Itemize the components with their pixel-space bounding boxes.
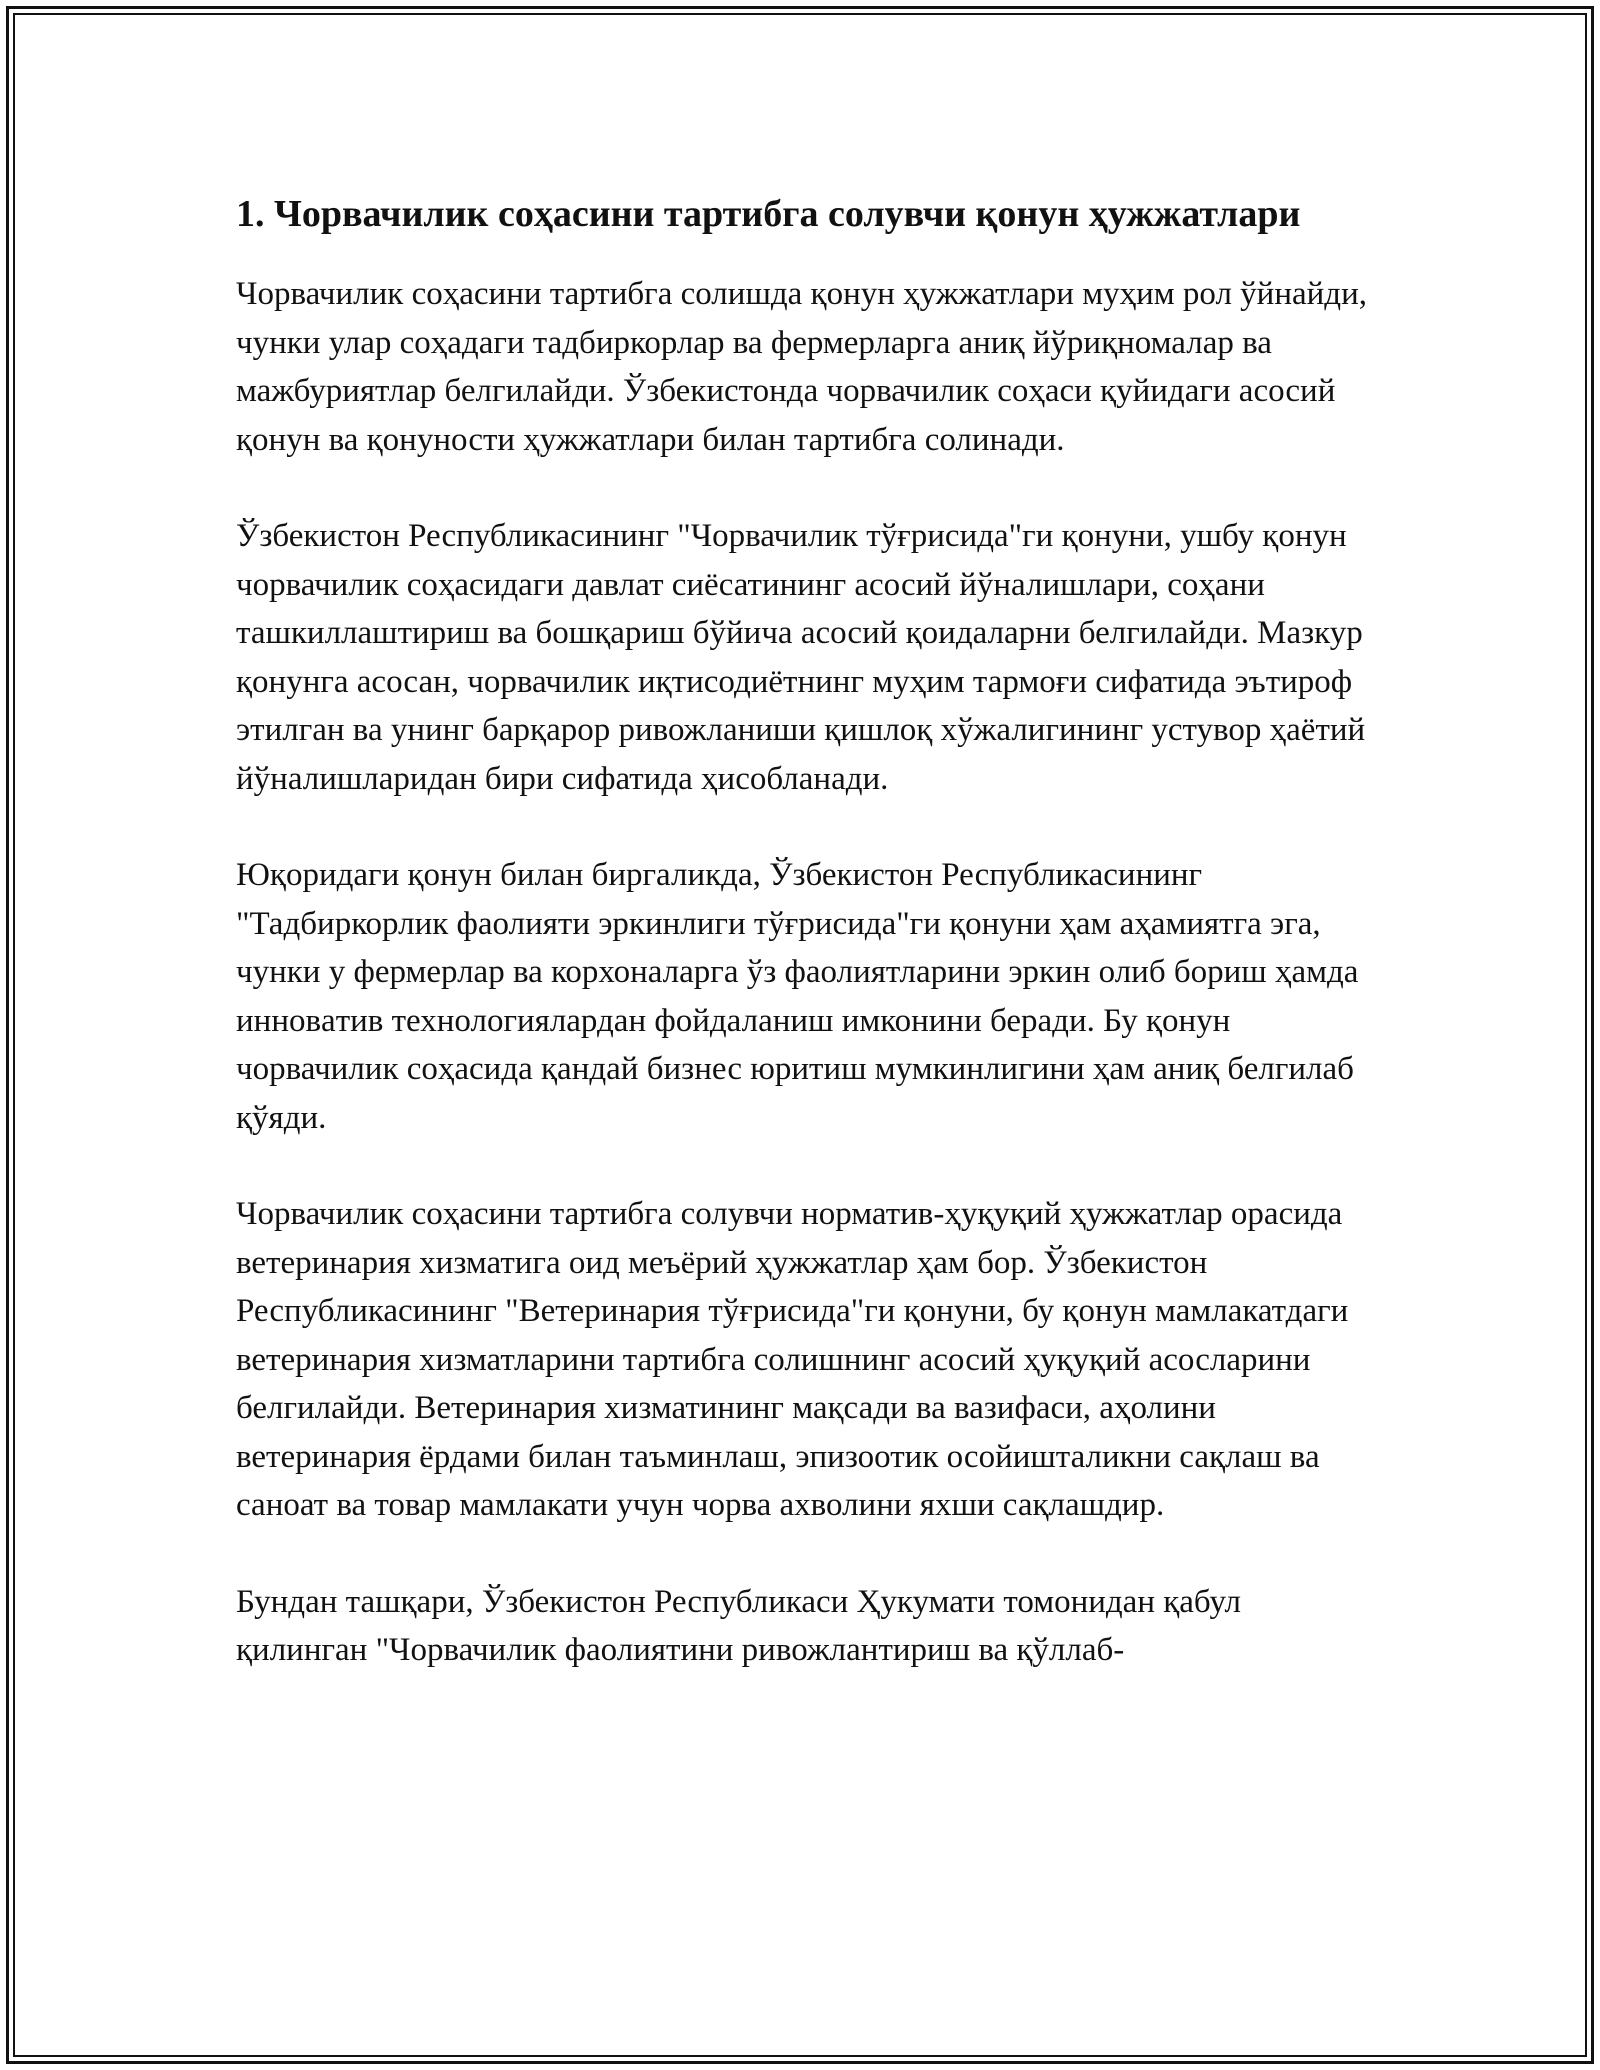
section-heading: 1. Чорвачилик соҳасини тартибга солувчи қонун ҳужжатлари: [236, 193, 1301, 235]
paragraph-5: Бундан ташқари, Ўзбекистон Республикаси Ҳукумати томонидан қабул қилинган "Чорвачилик фаолиятини ривожлантириш ва қўллаб-: [236, 1583, 1241, 1668]
document-body: [236, 186, 1376, 1723]
paragraph-4: Чорвачилик соҳасини тартибга солувчи норматив-ҳуқуқий ҳужжатлар орасида ветеринария хизматига оид меъёрий ҳужжатлар ҳам бор. Ўзбекистон Республикасининг "Ветеринария тўғрисида"ги қонуни, бу қонун мамлакатдаги ветеринария хизматларини тартибга солишнинг асосий ҳуқуқий асосларини белгилайди. Ветеринария хизматининг мақсади ва вазифаси, аҳолини ветеринария ёрдами билан таъминлаш, эпизоотик осойишталикни сақлаш ва саноат ва товар мамлакати учун чорва ахволини яхши сақлашдир.: [236, 1196, 1349, 1523]
paragraph-2: Ўзбекистон Республикасининг "Чорвачилик тўғрисида"ги қонуни, ушбу қонун чорвачилик соҳасидаги давлат сиёсатининг асосий йўналишлари, соҳани ташкиллаштириш ва бошқариш бўйича асосий қоидаларни белгилайди. Мазкур қонунга асосан, чорвачилик иқтисодиётнинг муҳим тармоғи сифатида эътироф этилган ва унинг барқарор ривожланиши қишлоқ хўжалигининг устувор ҳаётий йўналишларидан бири сифатида ҳисобланади.: [236, 518, 1366, 797]
paragraph-1: Чорвачилик соҳасини тартибга солишда қонун ҳужжатлари муҳим рол ўйнайди, чунки улар соҳадаги тадбиркорлар ва фермерларга аниқ йўриқномалар ва мажбуриятлар белгилайди. Ўзбекистонда чорвачилик соҳаси қуйидаги асосий қонун ва қонуности ҳужжатлари билан тартибга солинади.: [236, 276, 1368, 458]
paragraph-3: Юқоридаги қонун билан биргаликда, Ўзбекистон Республикасининг "Тадбиркорлик фаолияти эркинлиги тўғрисида"ги қонуни ҳам аҳамиятга эга, чунки у фермерлар ва корхоналарга ўз фаолиятларини эркин олиб бориш ҳамда инновaтив технологиялардан фойдаланиш имконини беради. Бу қонун чорвачилик соҳасида қандай бизнес юритиш мумкинлигини ҳам аниқ белгилаб қўяди.: [236, 857, 1359, 1136]
